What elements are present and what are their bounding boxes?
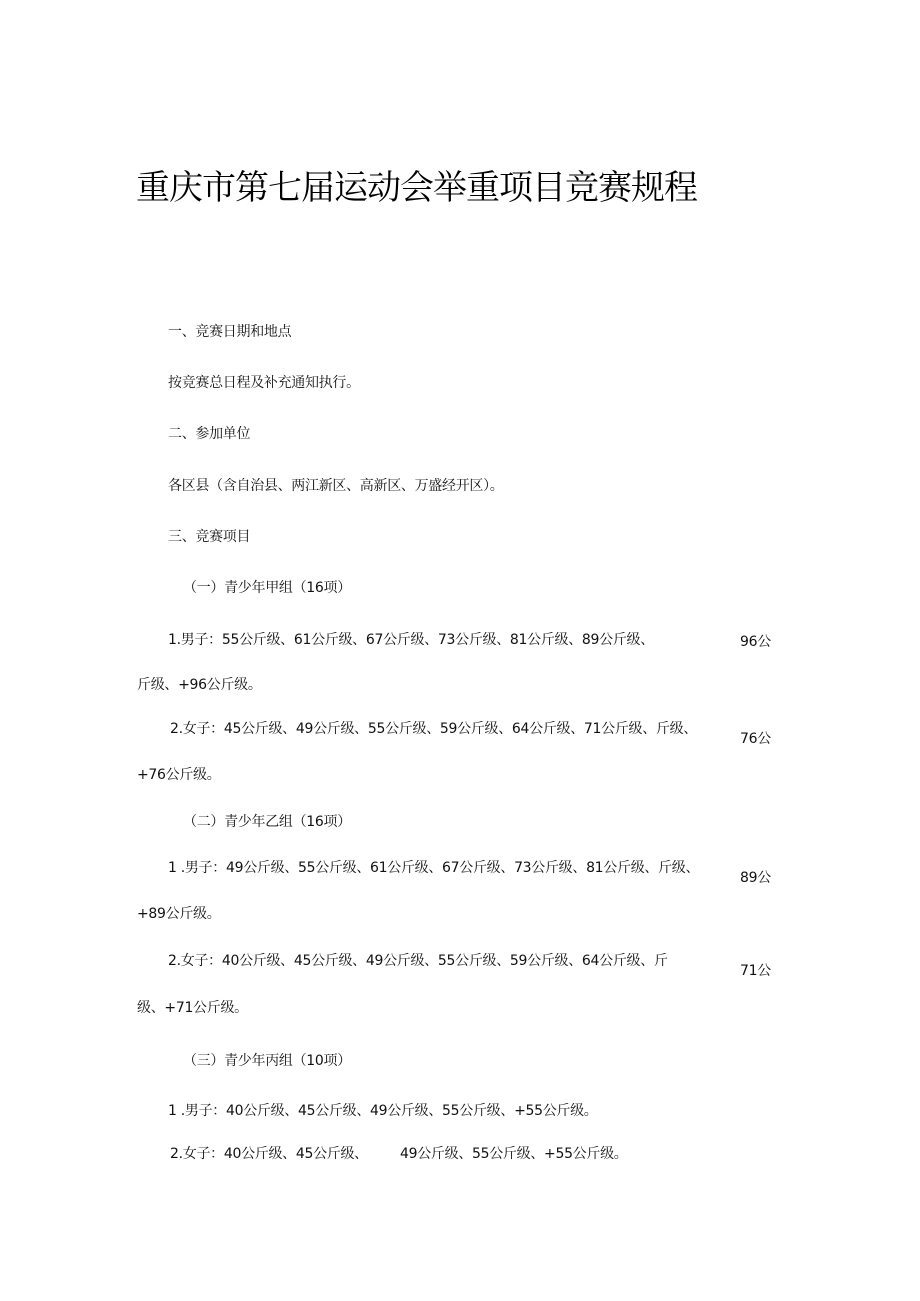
- section-2-heading: 二、参加单位: [168, 426, 251, 442]
- group-a-men-line2: 斤级、+96公斤级。: [137, 677, 262, 693]
- group-a-women-right: 76公: [740, 731, 771, 747]
- section-1-heading: 一、竞赛日期和地点: [168, 324, 292, 340]
- document-title: 重庆市第七届运动会举重项目竞赛规程: [136, 168, 697, 208]
- group-b-women-line2: 级、+71公斤级。: [137, 1000, 248, 1016]
- group-a-men-right: 96公: [740, 634, 771, 650]
- group-a-men-line1: 1.男子：55公斤级、61公斤级、67公斤级、73公斤级、81公斤级、89公斤级、: [168, 632, 654, 648]
- section-1-text: 按竞赛总日程及补充通知执行。: [168, 375, 360, 391]
- group-c-women-part2: 49公斤级、55公斤级、+55公斤级。: [400, 1146, 628, 1162]
- group-c-men-line1: 1 .男子：40公斤级、45公斤级、49公斤级、55公斤级、+55公斤级。: [168, 1103, 598, 1119]
- group-c-women-part1: 2.女子：40公斤级、45公斤级、: [170, 1146, 368, 1162]
- group-a-women-line1: 2.女子：45公斤级、49公斤级、55公斤级、59公斤级、64公斤级、71公斤级、斤级、: [170, 721, 698, 737]
- group-b-women-line1: 2.女子：40公斤级、45公斤级、49公斤级、55公斤级、59公斤级、64公斤级、斤: [168, 953, 668, 969]
- section-2-text: 各区县（含自治县、两江新区、高新区、万盛经开区）。: [168, 478, 504, 494]
- group-b-men-line1: 1 .男子：49公斤级、55公斤级、61公斤级、67公斤级、73公斤级、81公斤级、斤级、: [168, 860, 700, 876]
- group-c-heading: （三）青少年丙组（10项）: [183, 1053, 351, 1069]
- group-b-men-line2: +89公斤级。: [137, 906, 221, 922]
- group-b-men-right: 89公: [740, 870, 771, 886]
- group-b-women-right: 71公: [740, 963, 771, 979]
- group-a-women-line2: +76公斤级。: [137, 767, 221, 783]
- group-a-heading: （一）青少年甲组（16项）: [183, 580, 351, 596]
- section-3-heading: 三、竞赛项目: [168, 529, 251, 545]
- group-b-heading: （二）青少年乙组（16项）: [183, 814, 351, 830]
